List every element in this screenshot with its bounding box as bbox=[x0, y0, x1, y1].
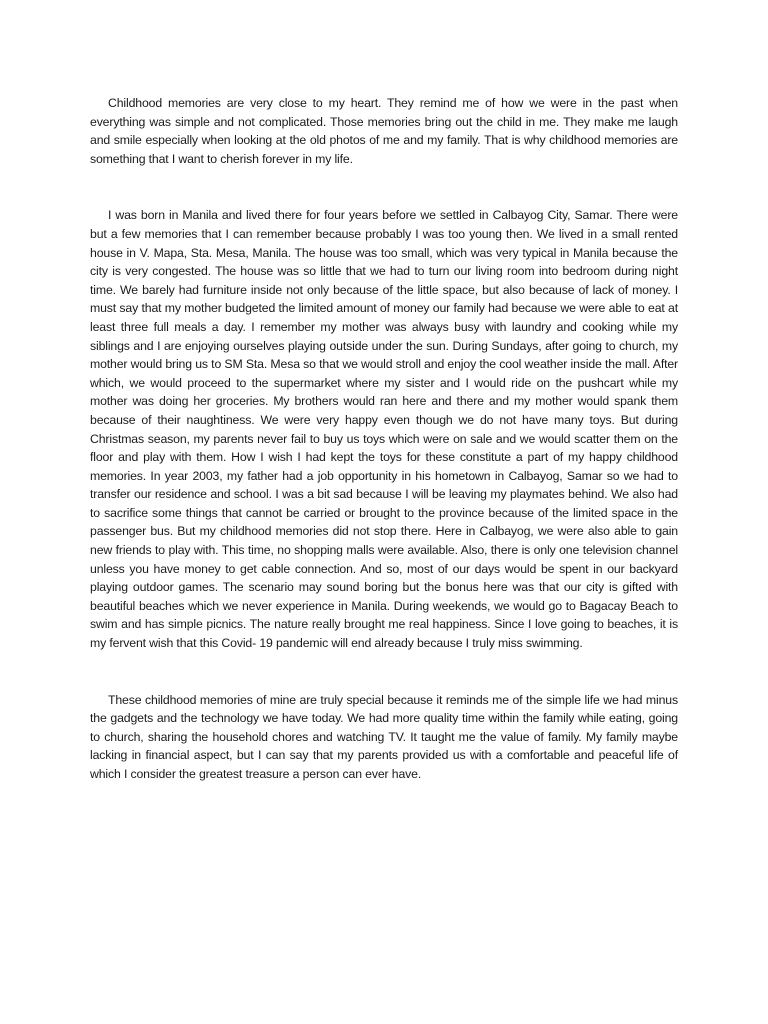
paragraph-intro: Childhood memories are very close to my heart. They remind me of how we were in the past when everything was simple and not complicated. Those memories bring out the child in me. They make me laugh and smile especially when looking at the old photos of me and my family. That is why childhood memories are something that I want to cherish forever in my life. bbox=[90, 96, 678, 166]
paragraph-spacer bbox=[90, 653, 678, 691]
paragraph-manila-calbayog: I was born in Manila and lived there for four years before we settled in Calbayog City, Samar. There were but a few memories that I can remember because probably I was too young then. We lived in a small rented house in V. Mapa, Sta. Mesa, Manila. The house was too small, which was very typical in Manila because the city is very congested. The house was so little that we had to turn our living room into bedroom during night time. We barely had furniture inside not only because of the little space, but also because of lack of money. I must say that my mother budgeted the limited amount of money our family had because we were able to eat at least three full meals a day. I remember my mother was always busy with laundry and cooking while my siblings and I are enjoying ourselves playing outside under the sun. During Sundays, after going to church, my mother would bring us to SM Sta. Mesa so that we would stroll and enjoy the cool weather inside the mall. After which, we would proceed to the supermarket where my sister and I would ride on the pushcart while my mother was doing her groceries. My brothers would ran here and there and my mother would spank them because of their naughtiness. We were very happy even though we do not have many toys. But during Christmas season, my parents never fail to buy us toys which were on sale and we would scatter them on the floor and play with them. How I wish I had kept the toys for these constitute a part of my happy childhood memories. In year 2003, my father had a job opportunity in his hometown in Calbayog, Samar so we had to transfer our residence and school. I was a bit sad because I will be leaving my playmates behind. We also had to sacrifice some things that cannot be carried or brought to the province because of the limited space in the passenger bus. But my childhood memories did not stop there. Here in Calbayog, we were also able to gain new friends to play with. This time, no shopping malls were available. Also, there is only one television channel unless you have money to get cable connection. And so, most of our days would be spent in our backyard playing outdoor games. The scenario may sound boring but the bonus here was that our city is gifted with beautiful beaches which we never experience in Manila. During weekends, we would go to Bagacay Beach to swim and has simple picnics. The nature really brought me real happiness. Since I love going to beaches, it is my fervent wish that this Covid- 19 pandemic will end already because I truly miss swimming. bbox=[90, 208, 678, 651]
essay-body bbox=[90, 94, 678, 784]
paragraph-spacer bbox=[90, 168, 678, 206]
paragraph-conclusion: These childhood memories of mine are truly special because it reminds me of the simple life we had minus the gadgets and the technology we have today. We had more quality time within the family while eating, going to church, sharing the household chores and watching TV. It taught me the value of family. My family maybe lacking in financial aspect, but I can say that my parents provided us with a comfortable and peaceful life of which I consider the greatest treasure a person can ever have. bbox=[90, 692, 678, 781]
